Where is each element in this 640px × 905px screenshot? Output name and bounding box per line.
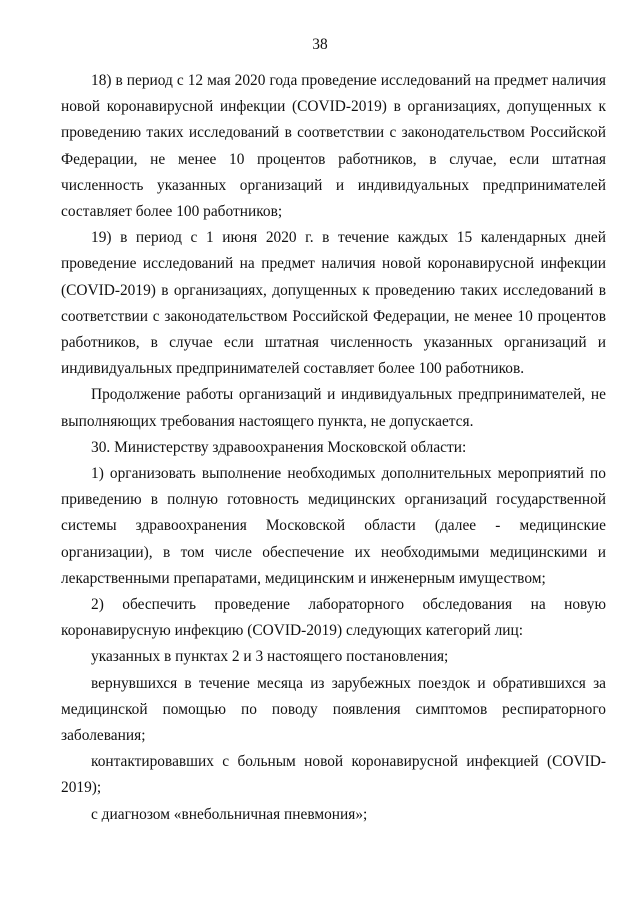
paragraph-item-18: 18) в период с 12 мая 2020 года проведение исследований на предмет наличия новой коронавирусной инфекции (COVID-2019) в организациях, допущенных к проведению таких исследований в соответствии с законодательством Российской Федерации, не менее 10 процентов работников, в случае, если штатная численность указанных организаций и индивидуальных предпринимателей составляет более 100 работников; (61, 72, 606, 221)
paragraph-category-2: вернувшихся в течение месяца из зарубежных поездок и обратившихся за медицинской помощью по поводу появления симптомов респираторного заболевания; (61, 674, 606, 745)
paragraph-section-30-heading: 30. Министерству здравоохранения Московской области: (91, 438, 467, 456)
paragraph-category-3: контактировавших с больным новой коронавирусной инфекцией (COVID-2019); (61, 753, 606, 797)
paragraph-continuation-note: Продолжение работы организаций и индивидуальных предпринимателей, не выполняющих требования настоящего пункта, не допускается. (61, 386, 606, 430)
document-body (61, 68, 606, 828)
paragraph-item-19: 19) в период с 1 июня 2020 г. в течение каждых 15 календарных дней проведение исследований на предмет наличия новой коронавирусной инфекции (COVID-2019) в организациях, допущенных к проведению таких исследований в соответствии с законодательством Российской Федерации, не менее 10 процентов работников, в случае если штатная численность указанных организаций и индивидуальных предпринимателей составляет более 100 работников. (61, 229, 606, 378)
paragraph-subitem-1: 1) организовать выполнение необходимых дополнительных мероприятий по приведению в полную готовность медицинских организаций государственной системы здравоохранения Московской области (далее - медицинские организации), в том числе обеспечение их необходимыми медицинскими и лекарственными препаратами, медицинским и инженерным имуществом; (61, 465, 606, 587)
paragraph-subitem-2: 2) обеспечить проведение лабораторного обследования на новую коронавирусную инфекцию (COVID-2019) следующих категорий лиц: (61, 596, 606, 640)
page-number: 38 (312, 36, 328, 53)
paragraph-category-4: с диагнозом «внебольничная пневмония»; (91, 805, 368, 823)
paragraph-category-1: указанных в пунктах 2 и 3 настоящего постановления; (91, 648, 449, 666)
